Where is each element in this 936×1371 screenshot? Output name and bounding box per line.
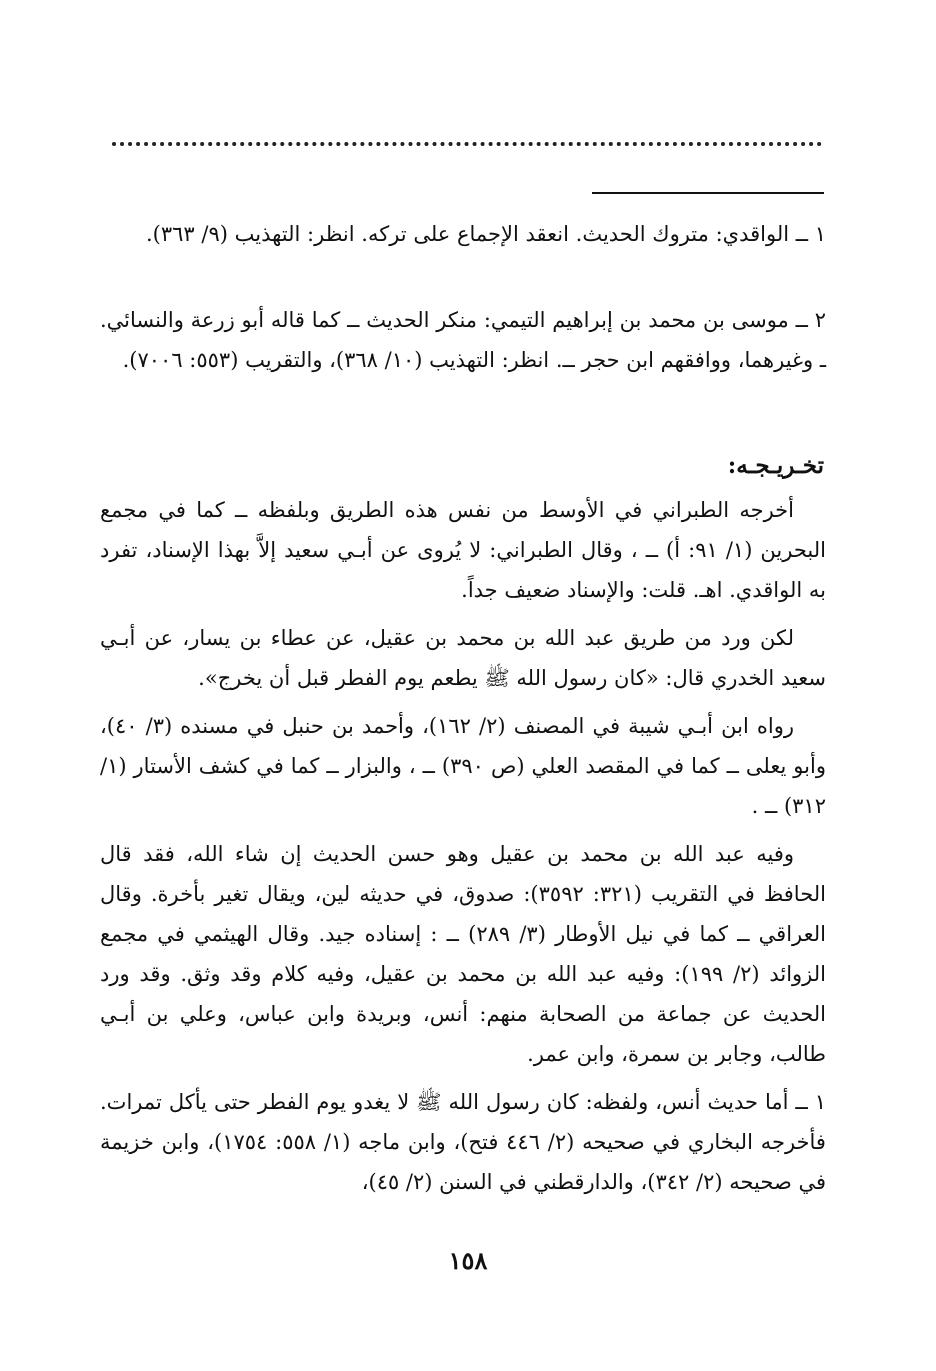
paragraph: لكن ورد من طريق عبد الله بن محمد بن عقيل، عن عطاء بن يسار، عن أبـي سعيد الخدري قال: «كان رسول الله ﷺ يطعم يوم الفطر قبل أن يخرج». [100, 626, 826, 690]
page-number: ١٥٨ [448, 1246, 488, 1275]
main-text [100, 490, 826, 1210]
dotted-separator [112, 142, 822, 146]
paragraph: أخرجه الطبراني في الأوسط من نفس هذه الطريق وبلفظه ــ كما في مجمع البحرين (١/ ٩١: أ) ــ ، وقال الطبراني: لا يُروى عن أبـي سعيد إلاَّ بهذا الإسناد، تفرد به الواقدي. اهـ. قلت: والإسناد ضعيف جداً. [100, 498, 826, 602]
paragraph: رواه ابن أبـي شيبة في المصنف (٢/ ١٦٢)، وأحمد بن حنبل في مسنده (٣/ ٤٠)، وأبو يعلى ــ كما في المقصد العلي (ص ٣٩٠) ــ ، والبزار ــ كما في كشف الأستار (١/ ٣١٢) ــ . [100, 714, 826, 818]
paragraph: ١ ــ أما حديث أنس، ولفظه: كان رسول الله ﷺ لا يغدو يوم الفطر حتى يأكل تمرات. فأخرجه البخاري في صحيحه (٢/ ٤٤٦ فتح)، وابن ماجه (١/ ٥٥٨: ١٧٥٤)، وابن خزيمة في صحيحه (٢/ ٣٤٢)، والدارقطني في السنن (٢/ ٤٥)، [100, 1090, 826, 1194]
footnote-1 [100, 214, 826, 254]
footnote-text: ١ ــ الواقدي: متروك الحديث. انعقد الإجماع على تركه. انظر: التهذيب (٩/ ٣٦٣). [145, 222, 826, 246]
section-heading: تخـريـجـه: [727, 452, 824, 479]
footnote-separator [592, 192, 824, 194]
footnote-2 [100, 300, 826, 380]
paragraph: وفيه عبد الله بن محمد بن عقيل وهو حسن الحديث إن شاء الله، فقد قال الحافظ في التقريب (٣٢١: ٣٥٩٢): صدوق، في حديثه لين، ويقال تغير بأخرة. وقال العراقي ــ كما في نيل الأوطار (٣/ ٢٨٩) ــ : إسناده جيد. وقال الهيثمي في مجمع الزوائد (٢/ ١٩٩): وفيه عبد الله بن محمد بن عقيل، وفيه كلام وقد وثق. وقد ورد الحديث عن جماعة من الصحابة منهم: أنس، وبريدة وابن عباس، وعلي بن أبـي طالب، وجابر بن سمرة، وابن عمر. [100, 842, 826, 1066]
footnote-text: ٢ ــ موسى بن محمد بن إبراهيم التيمي: منكر الحديث ــ كما قاله أبو زرعة والنسائي. ـ وغيرهما، ووافقهم ابن حجر ــ. انظر: التهذيب (١٠/ ٣٦٨)، والتقريب (٥٥٣: ٧٠٠٦). [100, 308, 826, 372]
